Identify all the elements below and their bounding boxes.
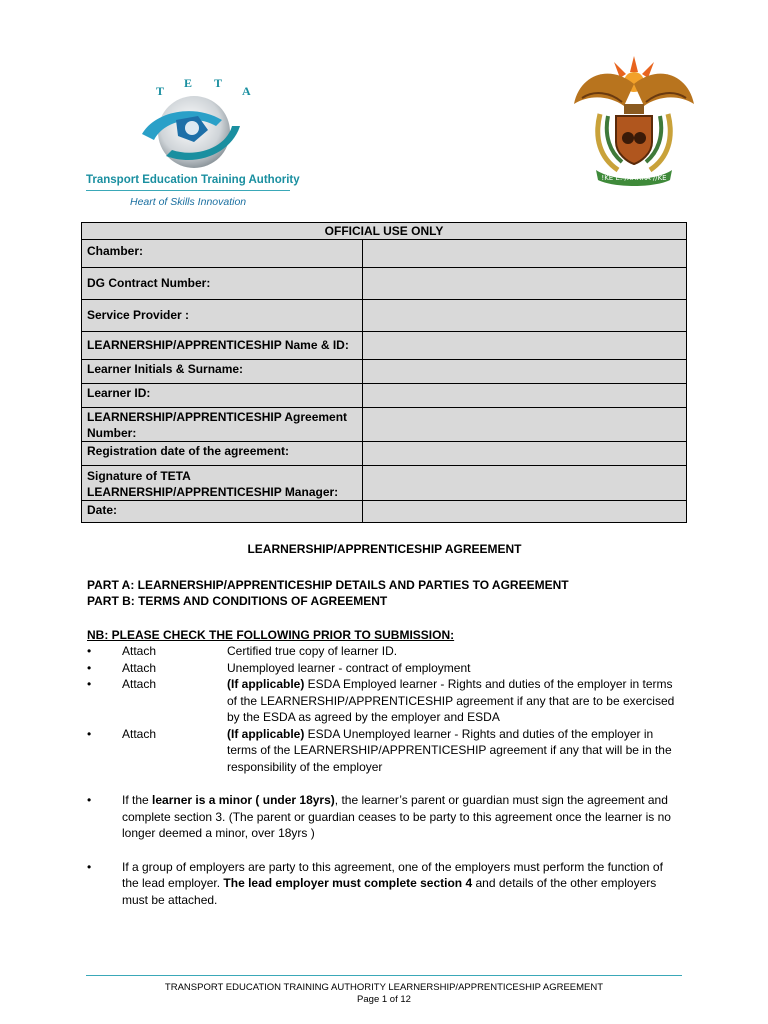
registration-date-field[interactable] — [363, 442, 687, 466]
attach-item — [87, 676, 682, 726]
logo-letter-a: A — [242, 84, 251, 98]
logo-divider — [86, 190, 290, 191]
minor-note-post: , the learner’s parent or guardian must sign the agreement and complete section 3. (The parent or guardian ceases to be party to this agreement once the learner is no longer deemed a minor, over 18yrs ) — [122, 793, 671, 840]
attach-keyword: Attach — [122, 660, 157, 675]
if-applicable-label: (If applicable) — [227, 677, 305, 691]
attach-item — [87, 726, 682, 776]
coat-of-arms-icon — [570, 54, 698, 188]
logo-letter-t2: T — [214, 76, 223, 90]
registration-date-label: Registration date of the agreement: — [82, 442, 363, 466]
attach-text: Unemployed learner - contract of employment — [227, 660, 471, 675]
group-note-text — [122, 859, 682, 909]
attach-detail: ESDA Employed learner - Rights and duties of the employer in terms of the LEARNERSHIP/APPRENTICESHIP agreement if any that are to be exercised by the ESDA as agreed by the employer and ESDA — [227, 677, 675, 724]
globe-handshake-icon — [136, 90, 246, 170]
footer-divider — [86, 975, 682, 976]
service-provider-field[interactable] — [363, 300, 687, 332]
bullet: • — [87, 793, 92, 807]
minor-note-pre: If the — [122, 793, 153, 807]
part-a-heading: PART A: LEARNERSHIP/APPRENTICESHIP DETAILS AND PARTIES TO AGREEMENT — [87, 577, 569, 592]
manager-signature-label: Signature of TETA LEARNERSHIP/APPRENTICESHIP Manager: — [82, 466, 363, 501]
dg-contract-number-field[interactable] — [363, 268, 687, 300]
logo-letter-e: E — [184, 76, 193, 90]
official-use-table — [81, 222, 687, 523]
attach-item — [87, 643, 682, 660]
attach-text — [227, 676, 682, 726]
bullet: • — [87, 677, 92, 691]
attach-text — [227, 726, 682, 776]
logo-letter-t: T — [156, 84, 165, 98]
attach-item — [87, 660, 682, 677]
page-number: Page 1 of 12 — [357, 994, 411, 1005]
attach-keyword: Attach — [122, 726, 157, 741]
group-note-pre: If a group of employers are party to this agreement, one of the employers must perform the function of the lead employer. — [122, 859, 663, 890]
learner-id-field[interactable] — [363, 384, 687, 408]
group-note-post: and details of the other employers must be attached. — [122, 876, 657, 907]
if-applicable-label: (If applicable) — [227, 726, 305, 741]
group-employer-note — [87, 859, 682, 909]
bullet: • — [87, 859, 92, 874]
footer-title: TRANSPORT EDUCATION TRAINING AUTHORITY LEARNERSHIP/APPRENTICESHIP AGREEMENT — [164, 982, 604, 993]
programme-name-id-label: LEARNERSHIP/APPRENTICESHIP Name & ID: — [82, 332, 363, 360]
attach-text: Certified true copy of learner ID. — [227, 644, 398, 658]
svg-text:!KE E: /XARRA //KE: !KE E: /XARRA //KE — [601, 174, 667, 182]
learner-id-label: Learner ID: — [82, 384, 363, 408]
learner-name-field[interactable] — [363, 360, 687, 384]
minor-note-bold: learner is a minor ( under 18yrs) — [152, 793, 335, 807]
part-b-heading: PART B: TERMS AND CONDITIONS OF AGREEMENT — [87, 594, 388, 608]
manager-signature-field[interactable] — [363, 466, 687, 501]
teta-logo — [86, 76, 300, 210]
official-use-heading: OFFICIAL USE ONLY — [82, 223, 687, 240]
minor-note-text — [122, 792, 682, 842]
learner-name-label: Learner Initials & Surname: — [82, 360, 363, 384]
agreement-title: LEARNERSHIP/APPRENTICESHIP AGREEMENT — [247, 542, 522, 556]
chamber-label: Chamber: — [82, 240, 363, 268]
minor-note — [87, 792, 682, 842]
service-provider-label: Service Provider : — [82, 300, 363, 332]
bullet: • — [87, 660, 92, 675]
bullet: • — [87, 726, 92, 741]
org-name: Transport Education Training Authority — [86, 174, 300, 186]
dg-contract-number-label: DG Contract Number: — [82, 268, 363, 300]
attach-detail: ESDA Unemployed learner - Rights and duties of the employer in terms of the LEARNERSHIP/APPRENTICESHIP agreement if any that will be in the responsibility of the employer — [227, 726, 672, 774]
org-tagline: Heart of Skills Innovation — [130, 196, 247, 208]
date-label: Date: — [82, 501, 363, 523]
bullet: • — [87, 644, 92, 658]
chamber-field[interactable] — [363, 240, 687, 268]
agreement-body — [87, 541, 682, 908]
attach-keyword: Attach — [122, 644, 157, 658]
group-note-bold: The lead employer must complete section 4 — [223, 876, 473, 890]
agreement-number-label: LEARNERSHIP/APPRENTICESHIP Agreement Number: — [82, 408, 363, 442]
attach-keyword: Attach — [122, 677, 157, 691]
agreement-number-field[interactable] — [363, 408, 687, 442]
date-field[interactable] — [363, 501, 687, 523]
nb-heading: NB: PLEASE CHECK THE FOLLOWING PRIOR TO SUBMISSION: — [87, 627, 455, 642]
programme-name-id-field[interactable] — [363, 332, 687, 360]
